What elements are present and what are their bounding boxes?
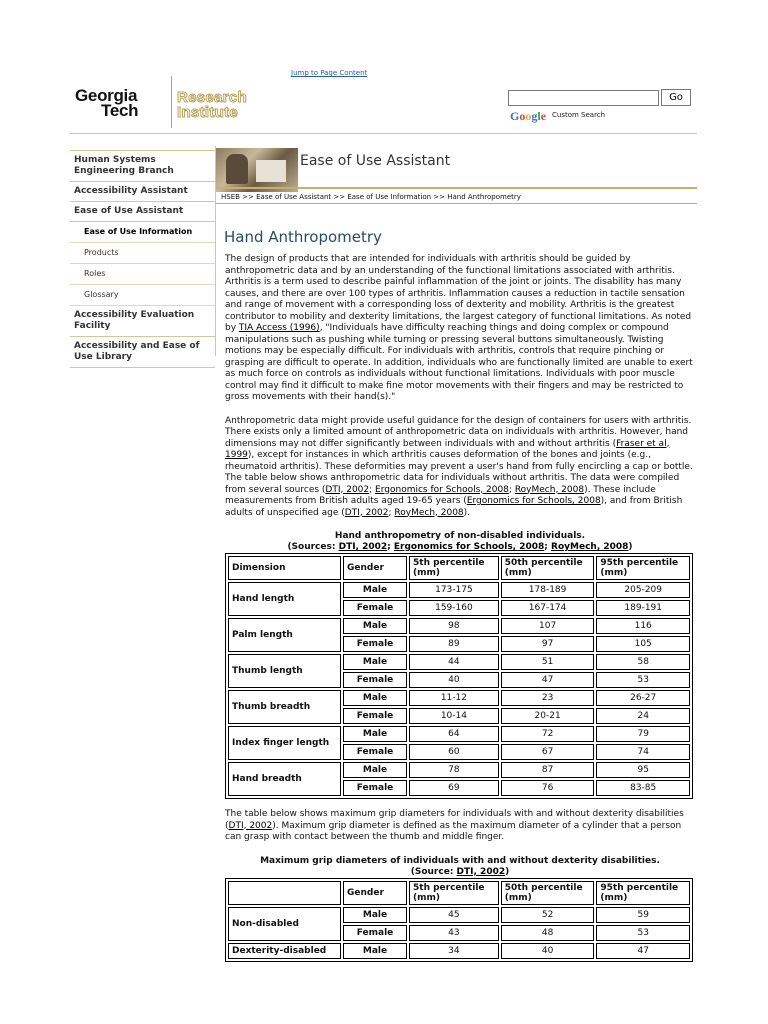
group-cell: Dexterity-disabled <box>228 943 341 959</box>
section-title: Ease of Use Assistant <box>300 153 451 169</box>
value-cell: 10-14 <box>409 708 499 724</box>
value-cell: 178-189 <box>501 582 595 598</box>
value-cell: 53 <box>596 925 690 941</box>
header-cell: 5th percentile (mm) <box>409 881 499 905</box>
google-letter: e <box>540 109 547 123</box>
value-cell: 58 <box>596 654 690 670</box>
caption-line: Hand anthropometry of non-disabled individuals. <box>334 531 586 541</box>
skip-to-content-link[interactable]: Jump to Page Content <box>291 69 368 77</box>
sidebar-item-ease-of-use-assistant[interactable]: Ease of Use Assistant <box>70 202 215 222</box>
value-cell: 78 <box>409 762 499 778</box>
value-cell: 72 <box>501 726 595 742</box>
text: , "Individuals have difficulty reaching things and doing complex or compound manipulations such as pushing while turning or pressing several buttons simultaneously. Twisting motions may be especially difficult. For individuals with arthritis, controls that require pinching or grasping are difficult to operate. In addition, individuals who are functionally limited are unable to exert as much force on controls as individuals without functional limitations. Individuals with poor muscle control may find it difficult to make fine motor movements with their fingers and may be restricted to gross movements with their hand(s)." <box>225 323 693 402</box>
logo-line-tech: Tech <box>101 101 139 120</box>
text: ) <box>628 542 633 552</box>
breadcrumb-rule <box>216 203 697 204</box>
table-row <box>228 690 690 706</box>
logo-line-research: Research <box>177 89 247 106</box>
header-cell: 95th percentile (mm) <box>596 881 690 905</box>
value-cell: 40 <box>409 672 499 688</box>
value-cell: 67 <box>501 744 595 760</box>
dimension-cell: Hand length <box>228 582 341 616</box>
value-cell: 34 <box>409 943 499 959</box>
table-row <box>228 907 690 923</box>
dti-link[interactable]: DTI, 2002 <box>456 866 506 877</box>
google-letter: g <box>531 109 538 123</box>
text: ; <box>387 542 394 552</box>
table-row <box>228 762 690 778</box>
logo-line-georgia: Georgia <box>75 86 138 105</box>
table-header-row <box>228 556 690 580</box>
text: The design of products that are intended for individuals with arthritis should be guided by anthropometric data and by an understanding of the functional limitations associated with arthritis. Arthritis is a term used to describe painful inflammation of the joint or joints. The disability has many causes, and there are over 100 types of arthritis. Inflammation causes a reduction in tactile sensation and range of movement with a corresponding loss of dexterity and mobility. Arthritis is the greatest contributor to mobility and dexterity limitations, the largest category of functional limitations. As noted by <box>225 254 692 333</box>
value-cell: 47 <box>501 672 595 688</box>
photo-figure <box>226 154 248 184</box>
value-cell: 105 <box>596 636 690 652</box>
ergonomics-link[interactable]: Ergonomics for Schools, 2008 <box>466 496 601 506</box>
gender-cell: Male <box>343 762 407 778</box>
value-cell: 52 <box>501 907 595 923</box>
value-cell: 116 <box>596 618 690 634</box>
value-cell: 26-27 <box>596 690 690 706</box>
text: ), and from British adults of unspecified age ( <box>225 496 683 518</box>
tia-access-link[interactable]: TIA Access (1996) <box>238 323 320 333</box>
section-header-rule <box>216 187 697 189</box>
logo-line-institute: Institute <box>177 104 239 121</box>
gender-cell: Male <box>343 582 407 598</box>
sidebar-item-accessibility-assistant[interactable]: Accessibility Assistant <box>70 182 215 202</box>
georgia-tech-wordmark <box>75 88 138 118</box>
value-cell: 53 <box>596 672 690 688</box>
ergonomics-link[interactable]: Ergonomics for Schools, 2008 <box>393 542 545 552</box>
roymech-link[interactable]: RoyMech, 2008 <box>394 507 464 518</box>
value-cell: 79 <box>596 726 690 742</box>
value-cell: 189-191 <box>596 600 690 616</box>
dimension-cell: Hand breadth <box>228 762 341 796</box>
sidebar-item-roles[interactable]: Roles <box>70 264 215 285</box>
value-cell: 59 <box>596 907 690 923</box>
text: ; <box>388 507 395 518</box>
table-row <box>228 618 690 634</box>
google-letter: o <box>519 109 526 123</box>
gender-cell: Female <box>343 744 407 760</box>
gender-cell: Male <box>343 907 407 923</box>
value-cell: 43 <box>409 925 499 941</box>
value-cell: 11-12 <box>409 690 499 706</box>
value-cell: 48 <box>501 925 595 941</box>
text: ; <box>369 484 376 495</box>
gender-cell: Female <box>343 780 407 796</box>
value-cell: 173-175 <box>409 582 499 598</box>
dimension-cell: Thumb breadth <box>228 690 341 724</box>
caption-line: Maximum grip diameters of individuals with and without dexterity disabilities. <box>260 855 660 866</box>
value-cell: 60 <box>409 744 499 760</box>
value-cell: 45 <box>409 907 499 923</box>
header-cell: 50th percentile (mm) <box>501 881 595 905</box>
value-cell: 87 <box>501 762 595 778</box>
hand-anthropometry-table <box>225 553 693 799</box>
dti-link[interactable]: DTI, 2002 <box>228 820 273 831</box>
dti-link[interactable]: DTI, 2002 <box>338 542 388 552</box>
text: ; <box>544 542 552 552</box>
breadcrumb: HSEB >> Ease of Use Assistant >> Ease of Use Information >> Hand Anthropometry <box>221 193 521 201</box>
dimension-cell: Thumb length <box>228 654 341 688</box>
google-letter: G <box>510 109 520 123</box>
header-cell: 5th percentile (mm) <box>409 556 499 580</box>
table2-caption <box>225 856 695 878</box>
header-cell <box>228 881 341 905</box>
research-institute-wordmark <box>177 90 247 120</box>
gender-cell: Male <box>343 618 407 634</box>
gender-cell: Male <box>343 726 407 742</box>
dti-link[interactable]: DTI, 2002 <box>325 484 370 495</box>
google-letter: o <box>525 109 532 123</box>
photo-screen <box>256 160 286 182</box>
text: ) <box>505 866 510 877</box>
gender-cell: Female <box>343 672 407 688</box>
text: (Source: <box>410 866 457 877</box>
text: ). <box>463 507 471 518</box>
header-cell: Dimension <box>228 556 341 580</box>
table-row <box>228 726 690 742</box>
gender-cell: Male <box>343 943 407 959</box>
sidebar-item-library[interactable]: Accessibility and Ease of Use Library <box>70 337 215 368</box>
value-cell: 83-85 <box>596 780 690 796</box>
value-cell: 44 <box>409 654 499 670</box>
gender-cell: Female <box>343 636 407 652</box>
value-cell: 40 <box>501 943 595 959</box>
sidebar-item-ease-of-use-information[interactable]: Ease of Use Information <box>70 222 215 243</box>
header-cell: 95th percentile (mm) <box>596 556 690 580</box>
grip-diameter-table <box>225 878 693 962</box>
gender-cell: Male <box>343 690 407 706</box>
dti-link[interactable]: DTI, 2002 <box>344 507 389 518</box>
header-cell: Gender <box>343 881 407 905</box>
roymech-link[interactable]: RoyMech, 2008 <box>551 542 629 552</box>
fraser-link[interactable]: Fraser et al, 1999 <box>225 438 670 460</box>
value-cell: 97 <box>501 636 595 652</box>
text: ), except for instances in which arthritis causes deformation of the bones and joints (e.g., rheumatoid arthritis). These deformities may prevent a user's hand from fully encircling a cap or bottle. The table below shows anthropometric data for individuals without arthritis. The data were compiled from several sources ( <box>225 450 693 495</box>
dimension-cell: Index finger length <box>228 726 341 760</box>
value-cell: 51 <box>501 654 595 670</box>
header-cell: 50th percentile (mm) <box>501 556 595 580</box>
value-cell: 20-21 <box>501 708 595 724</box>
sidebar-item-products[interactable]: Products <box>70 243 215 264</box>
value-cell: 107 <box>501 618 595 634</box>
gender-cell: Female <box>343 925 407 941</box>
value-cell: 167-174 <box>501 600 595 616</box>
paragraph-arthritis <box>225 254 695 404</box>
google-letter: l <box>537 109 541 123</box>
go-button[interactable]: Go <box>661 89 691 106</box>
search-input[interactable] <box>508 90 659 106</box>
text: The table below shows maximum grip diameters for individuals with and without dexterity disabilities ( <box>225 809 684 831</box>
value-cell: 47 <box>596 943 690 959</box>
value-cell: 69 <box>409 780 499 796</box>
sidebar-nav <box>70 150 215 368</box>
value-cell: 64 <box>409 726 499 742</box>
header-photo <box>216 148 298 192</box>
value-cell: 205-209 <box>596 582 690 598</box>
value-cell: 89 <box>409 636 499 652</box>
google-logo <box>510 109 546 124</box>
text: Anthropometric data might provide useful guidance for the design of containers for users with arthritis. There exists only a limited amount of anthropometric data on individuals with arthritis. However, hand dimensions may not differ significantly between individuals with and without arthritis ( <box>225 415 692 449</box>
main-content <box>225 254 695 962</box>
gtri-logo[interactable] <box>75 88 290 128</box>
page-title: Hand Anthropometry <box>224 228 382 246</box>
sidebar-item-accessibility-evaluation-facility[interactable]: Accessibility Evaluation Facility <box>70 306 215 337</box>
paragraph-anthropometric-data <box>225 416 695 520</box>
roymech-link[interactable]: RoyMech, 2008 <box>514 484 585 495</box>
sidebar-item-glossary[interactable]: Glossary <box>70 285 215 306</box>
gender-cell: Female <box>343 708 407 724</box>
text: ; <box>508 484 515 495</box>
table-row <box>228 654 690 670</box>
header-divider <box>70 133 697 134</box>
paragraph-grip <box>225 809 695 844</box>
value-cell: 23 <box>501 690 595 706</box>
table-header-row <box>228 881 690 905</box>
dimension-cell: Palm length <box>228 618 341 652</box>
value-cell: 98 <box>409 618 499 634</box>
header-cell: Gender <box>343 556 407 580</box>
sidebar-item-hseb[interactable]: Human Systems Engineering Branch <box>70 150 215 182</box>
value-cell: 74 <box>596 744 690 760</box>
text: ). These include measurements from British adults aged 19-65 years ( <box>225 484 656 506</box>
group-cell: Non-disabled <box>228 907 341 941</box>
gender-cell: Male <box>343 654 407 670</box>
ergonomics-link[interactable]: Ergonomics for Schools, 2008 <box>375 484 509 495</box>
table-row <box>228 943 690 959</box>
value-cell: 24 <box>596 708 690 724</box>
text: (Sources: <box>287 542 339 552</box>
value-cell: 159-160 <box>409 600 499 616</box>
table-row <box>228 582 690 598</box>
value-cell: 76 <box>501 780 595 796</box>
table1-caption <box>225 531 695 553</box>
gender-cell: Female <box>343 600 407 616</box>
logo-divider <box>171 76 172 128</box>
text: ). Maximum grip diameter is defined as the maximum diameter of a cylinder that a person can grasp with contact between the thumb and middle finger. <box>225 820 682 842</box>
custom-search-label: Custom Search <box>552 111 606 119</box>
value-cell: 95 <box>596 762 690 778</box>
